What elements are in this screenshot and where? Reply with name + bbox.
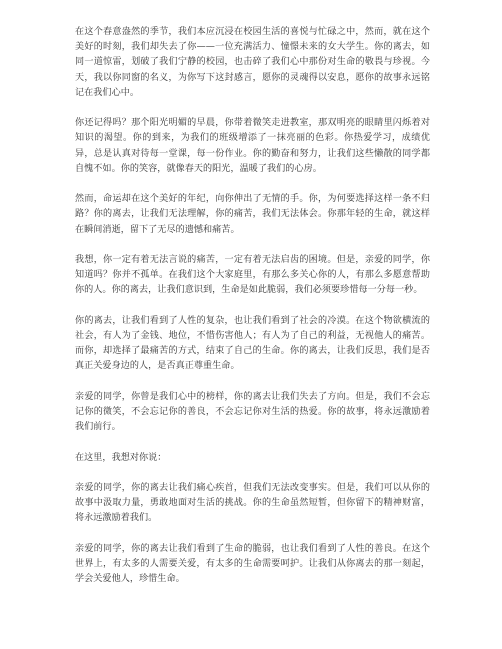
paragraph-2: 你还记得吗？那个阳光明媚的早晨，你带着微笑走进教室，那双明亮的眼睛里闪烁着对知识的渴望。你的到来，为我们的班级增添了一抹亮丽的色彩。你热爱学习，成绩优异，总是认真对待每一堂课，每一份作业。你的勤奋和努力，让我们这些懒散的同学都自愧不如。你的笑容，就像春天的阳光，温暖了我们的心房。 <box>75 118 430 174</box>
document-body <box>75 25 430 587</box>
paragraph-1: 在这个春意盎然的季节，我们本应沉浸在校园生活的喜悦与忙碌之中，然而，就在这个美好的时刻，我们却失去了你——一位充满活力、憧憬未来的女大学生。你的离去，如同一道惊雷，划破了我们宁静的校园，也击碎了我们心中那份对生命的敬畏与珍视。今天，我以你同窗的名义，为你写下这封感言，愿你的灵魂得以安息，愿你的故事永远铭记在我们心中。 <box>75 27 430 98</box>
paragraph-9: 亲爱的同学，你的离去让我们看到了生命的脆弱，也让我们看到了人性的善良。在这个世界上，有太多的人需要关爱，有太多的生命需要呵护。让我们从你离去的那一刻起，学会关爱他人，珍惜生命。 <box>75 543 430 585</box>
paragraph-7: 在这里，我想对你说： <box>75 452 167 463</box>
paragraph-3: 然而，命运却在这个美好的年纪，向你伸出了无情的手。你，为何要选择这样一条不归路？你的离去，让我们无法理解，你的痛苦，我们无法体会。你那年轻的生命，就这样在瞬间消逝，留下了无尽的遗憾和痛苦。 <box>75 194 430 235</box>
paragraph-8: 亲爱的同学，你的离去让我们痛心疾首，但我们无法改变事实。但是，我们可以从你的故事中汲取力量，勇敢地面对生活的挑战。你的生命虽然短暂，但你留下的精神财富，将永远激励着我们。 <box>75 482 430 524</box>
paragraph-4: 我想，你一定有着无法言说的痛苦，一定有着无法启齿的困境。但是，亲爱的同学，你知道吗？你并不孤单。在我们这个大家庭里，有那么多关心你的人，有那么多愿意帮助你的人。你的离去，让我们意识到，生命是如此脆弱，我们必须要珍惜每一分每一秒。 <box>75 255 430 296</box>
paragraph-6: 亲爱的同学，你曾是我们心中的榜样，你的离去让我们失去了方向。但是，我们不会忘记你的微笑，不会忘记你的善良，不会忘记你对生活的热爱。你的故事，将永远激励着我们前行。 <box>75 391 430 433</box>
paragraph-5: 你的离去，让我们看到了人性的复杂，也让我们看到了社会的冷漠。在这个物欲横流的社会，有人为了金钱、地位，不惜伤害他人；有人为了自己的利益，无视他人的痛苦。而你，却选择了最痛苦的方式，结束了自己的生命。你的离去，让我们反思，我们是否真正关爱身边的人，是否真正尊重生命。 <box>75 315 430 372</box>
